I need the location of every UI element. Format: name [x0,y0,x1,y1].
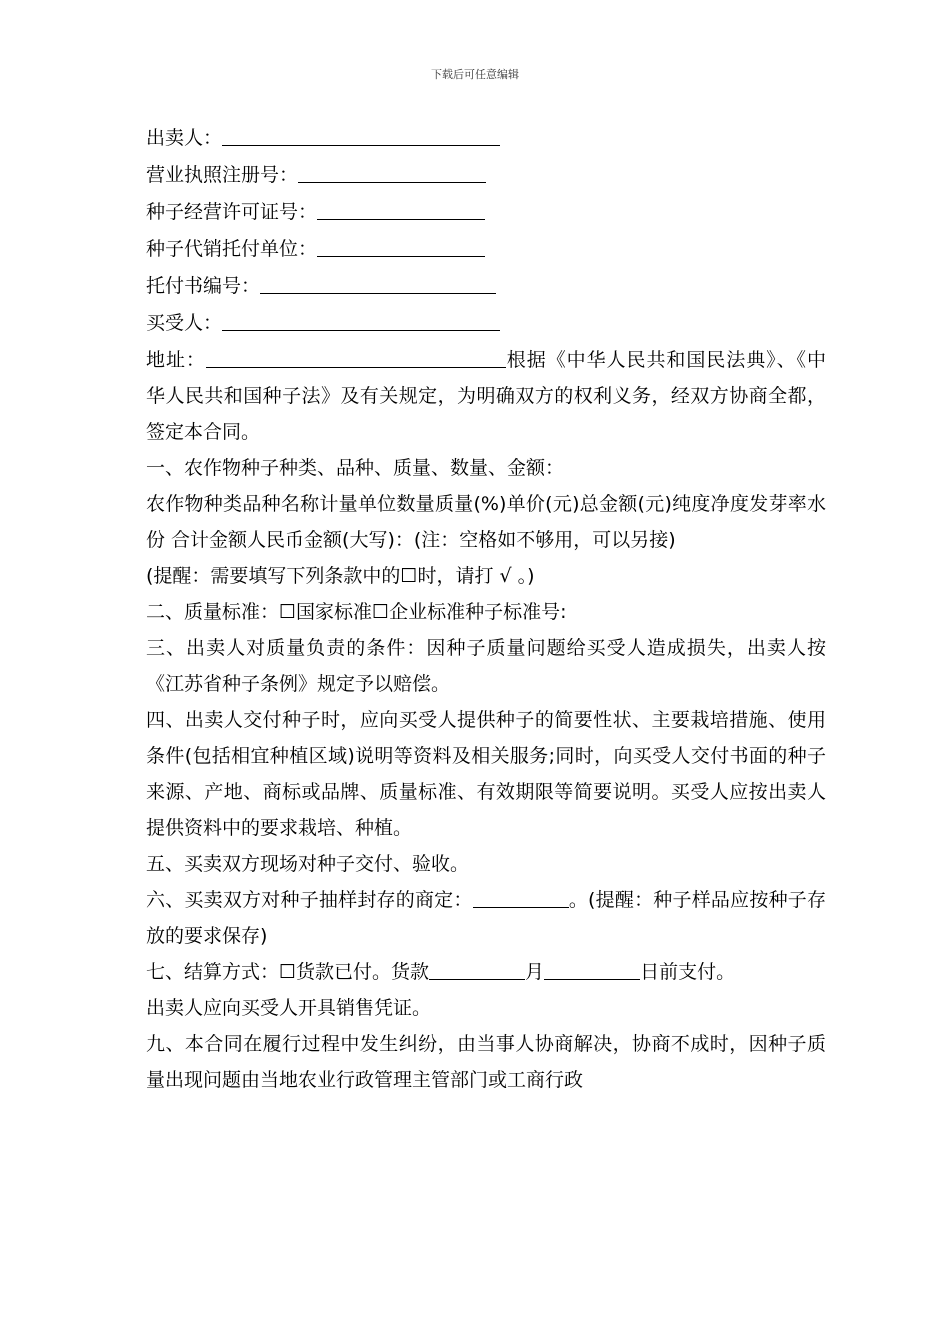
agent-line [146,231,826,268]
address-label: 地址： [146,349,206,371]
month-blank[interactable] [429,961,525,980]
sample-blank[interactable] [473,889,569,908]
section-6 [146,882,826,954]
checkbox-reminder: (提醒：需要填写下列条款中的☐时，请打 √ 。) [146,565,535,587]
address-preamble [146,342,826,450]
section-7-receipt: 出卖人应向买受人开具销售凭证。 [146,997,432,1019]
section-1-body: 农作物种类品种名称计量单位数量质量(%)单价(元)总金额(元)纯度净度发芽率水份 合计金额人民币金额(大写)：(注：空格如不够用，可以另接) [146,493,826,551]
section-6-text-a: 六、买卖双方对种子抽样封存的商定： [146,889,473,911]
section-9: 九、本合同在履行过程中发生纠纷，由当事人协商解决，协商不成时，因种子质量出现问题由当地农业行政管理主管部门或工商行政 [146,1033,826,1091]
letter-line [146,268,826,305]
permit-label: 种子经营许可证号： [146,201,318,223]
contract-body [146,120,826,1098]
seller-label: 出卖人： [146,127,223,149]
agent-blank[interactable] [317,238,485,257]
license-blank[interactable] [298,164,486,183]
agent-label: 种子代销托付单位： [146,238,318,260]
section-2: 二、质量标准：☐国家标准☐企业标准种子标准号: [146,601,567,623]
section-1-title: 一、农作物种子种类、品种、质量、数量、金额： [146,457,565,479]
seller-line [146,120,826,157]
page-header-note: 下载后可任意编辑 [431,68,519,81]
buyer-blank[interactable] [222,312,500,331]
buyer-label: 买受人： [146,312,223,334]
buyer-line [146,305,826,342]
license-line [146,157,826,194]
permit-blank[interactable] [317,201,485,220]
letter-blank[interactable] [260,275,496,294]
section-6-text-b: 。(提醒：种子样品应按种子存放的要求保存) [146,889,826,947]
permit-line [146,194,826,231]
section-5: 五、买卖双方现场对种子交付、验收。 [146,853,470,875]
section-7-text-c: 日前支付。 [640,961,736,983]
section-7-text-a: 七、结算方式：☐货款已付。货款 [146,961,430,983]
day-blank[interactable] [544,961,640,980]
letter-label: 托付书编号： [146,275,261,297]
seller-blank[interactable] [222,127,500,146]
license-label: 营业执照注册号： [146,164,299,186]
section-7 [146,954,826,990]
section-3: 三、出卖人对质量负责的条件：因种子质量问题给买受人造成损失，出卖人按《江苏省种子条例》规定予以赔偿。 [146,637,826,695]
preamble-text: 根据《中华人民共和国民法典》、《中华人民共和国种子法》及有关规定，为明确双方的权利义务，经双方协商全都，签定本合同。 [146,349,826,443]
address-blank[interactable] [206,349,506,368]
section-7-text-b: 月 [525,961,545,983]
section-4: 四、出卖人交付种子时，应向买受人提供种子的简要性状、主要栽培措施、使用条件(包括相宜种植区域)说明等资料及相关服务;同时，向买受人交付书面的种子来源、产地、商标或品牌、质量标准、有效期限等简要说明。买受人应按出卖人提供资料中的要求栽培、种植。 [146,709,826,839]
